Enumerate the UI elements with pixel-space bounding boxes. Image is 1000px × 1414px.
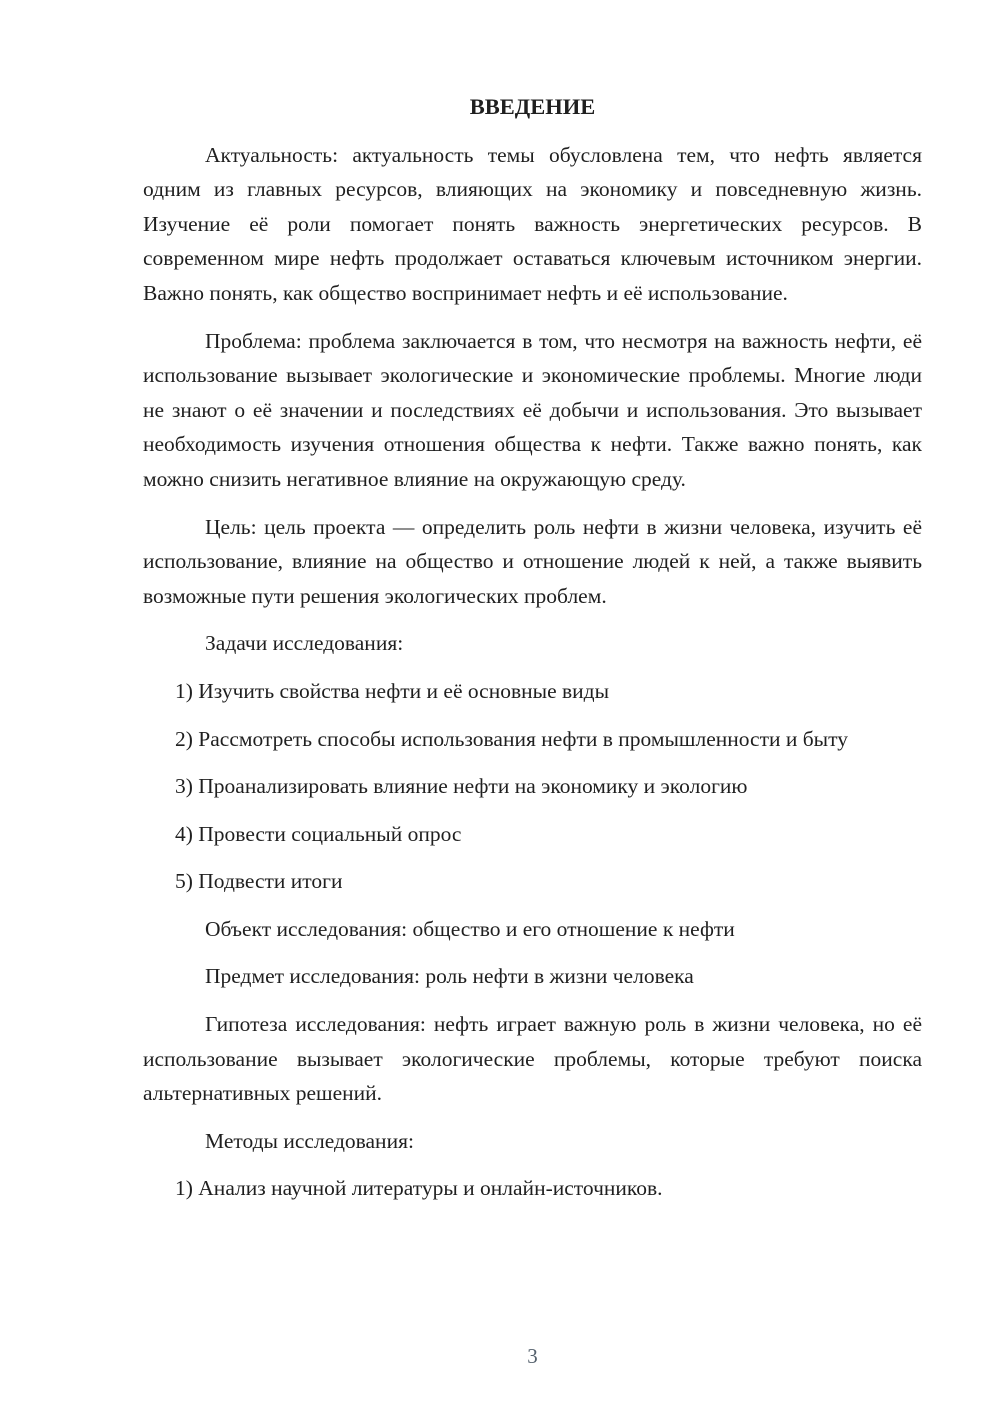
paragraph-metody-heading: Методы исследования:	[205, 1128, 414, 1153]
task-list-item-5: 5) Подвести итоги	[175, 869, 343, 894]
page-title: ВВЕДЕНИЕ	[469, 94, 596, 119]
task-list-item-3: 3) Проанализировать влияние нефти на экономику и экологию	[175, 774, 748, 799]
paragraph-aktualnost: Актуальность: актуальность темы обусловлена тем, что нефть является одним из главных ресурсов, влияющих на экономику и повседневную жизнь. Изучение её роли помогает понять важность энергетических ресурсов. В современном мире нефть продолжает оставаться ключевым источником энергии. Важно понять, как общество воспринимает нефть и её использование.	[143, 142, 922, 305]
paragraph-gipoteza: Гипотеза исследования: нефть играет важную роль в жизни человека, но её использование вызывает экологические проблемы, которые требуют поиска альтернативных решений.	[143, 1012, 922, 1106]
method-list-item-1: 1) Анализ научной литературы и онлайн-источников.	[175, 1176, 663, 1201]
paragraph-zadachi-heading: Задачи исследования:	[205, 631, 404, 656]
task-list-item-1: 1) Изучить свойства нефти и её основные виды	[175, 678, 610, 703]
task-list-item-2: 2) Рассмотреть способы использования нефти в промышленности и быту	[175, 726, 848, 751]
paragraph-problema: Проблема: проблема заключается в том, что несмотря на важность нефти, её использование вызывает экологические и экономические проблемы. Многие люди не знают о её значении и последствиях её добычи и использования. Это вызывает необходимость изучения отношения общества к нефти. Также важно понять, как можно снизить негативное влияние на окружающую среду.	[143, 328, 922, 491]
paragraph-tsel: Цель: цель проекта — определить роль нефти в жизни человека, изучить её использование, влияние на общество и отношение людей к ней, а также выявить возможные пути решения экологических проблем.	[143, 514, 922, 608]
page-number: 3	[527, 1344, 538, 1368]
task-list-item-4: 4) Провести социальный опрос	[175, 821, 462, 846]
paragraph-predmet: Предмет исследования: роль нефти в жизни человека	[205, 964, 694, 989]
paragraph-obekt: Объект исследования: общество и его отношение к нефти	[205, 916, 735, 941]
